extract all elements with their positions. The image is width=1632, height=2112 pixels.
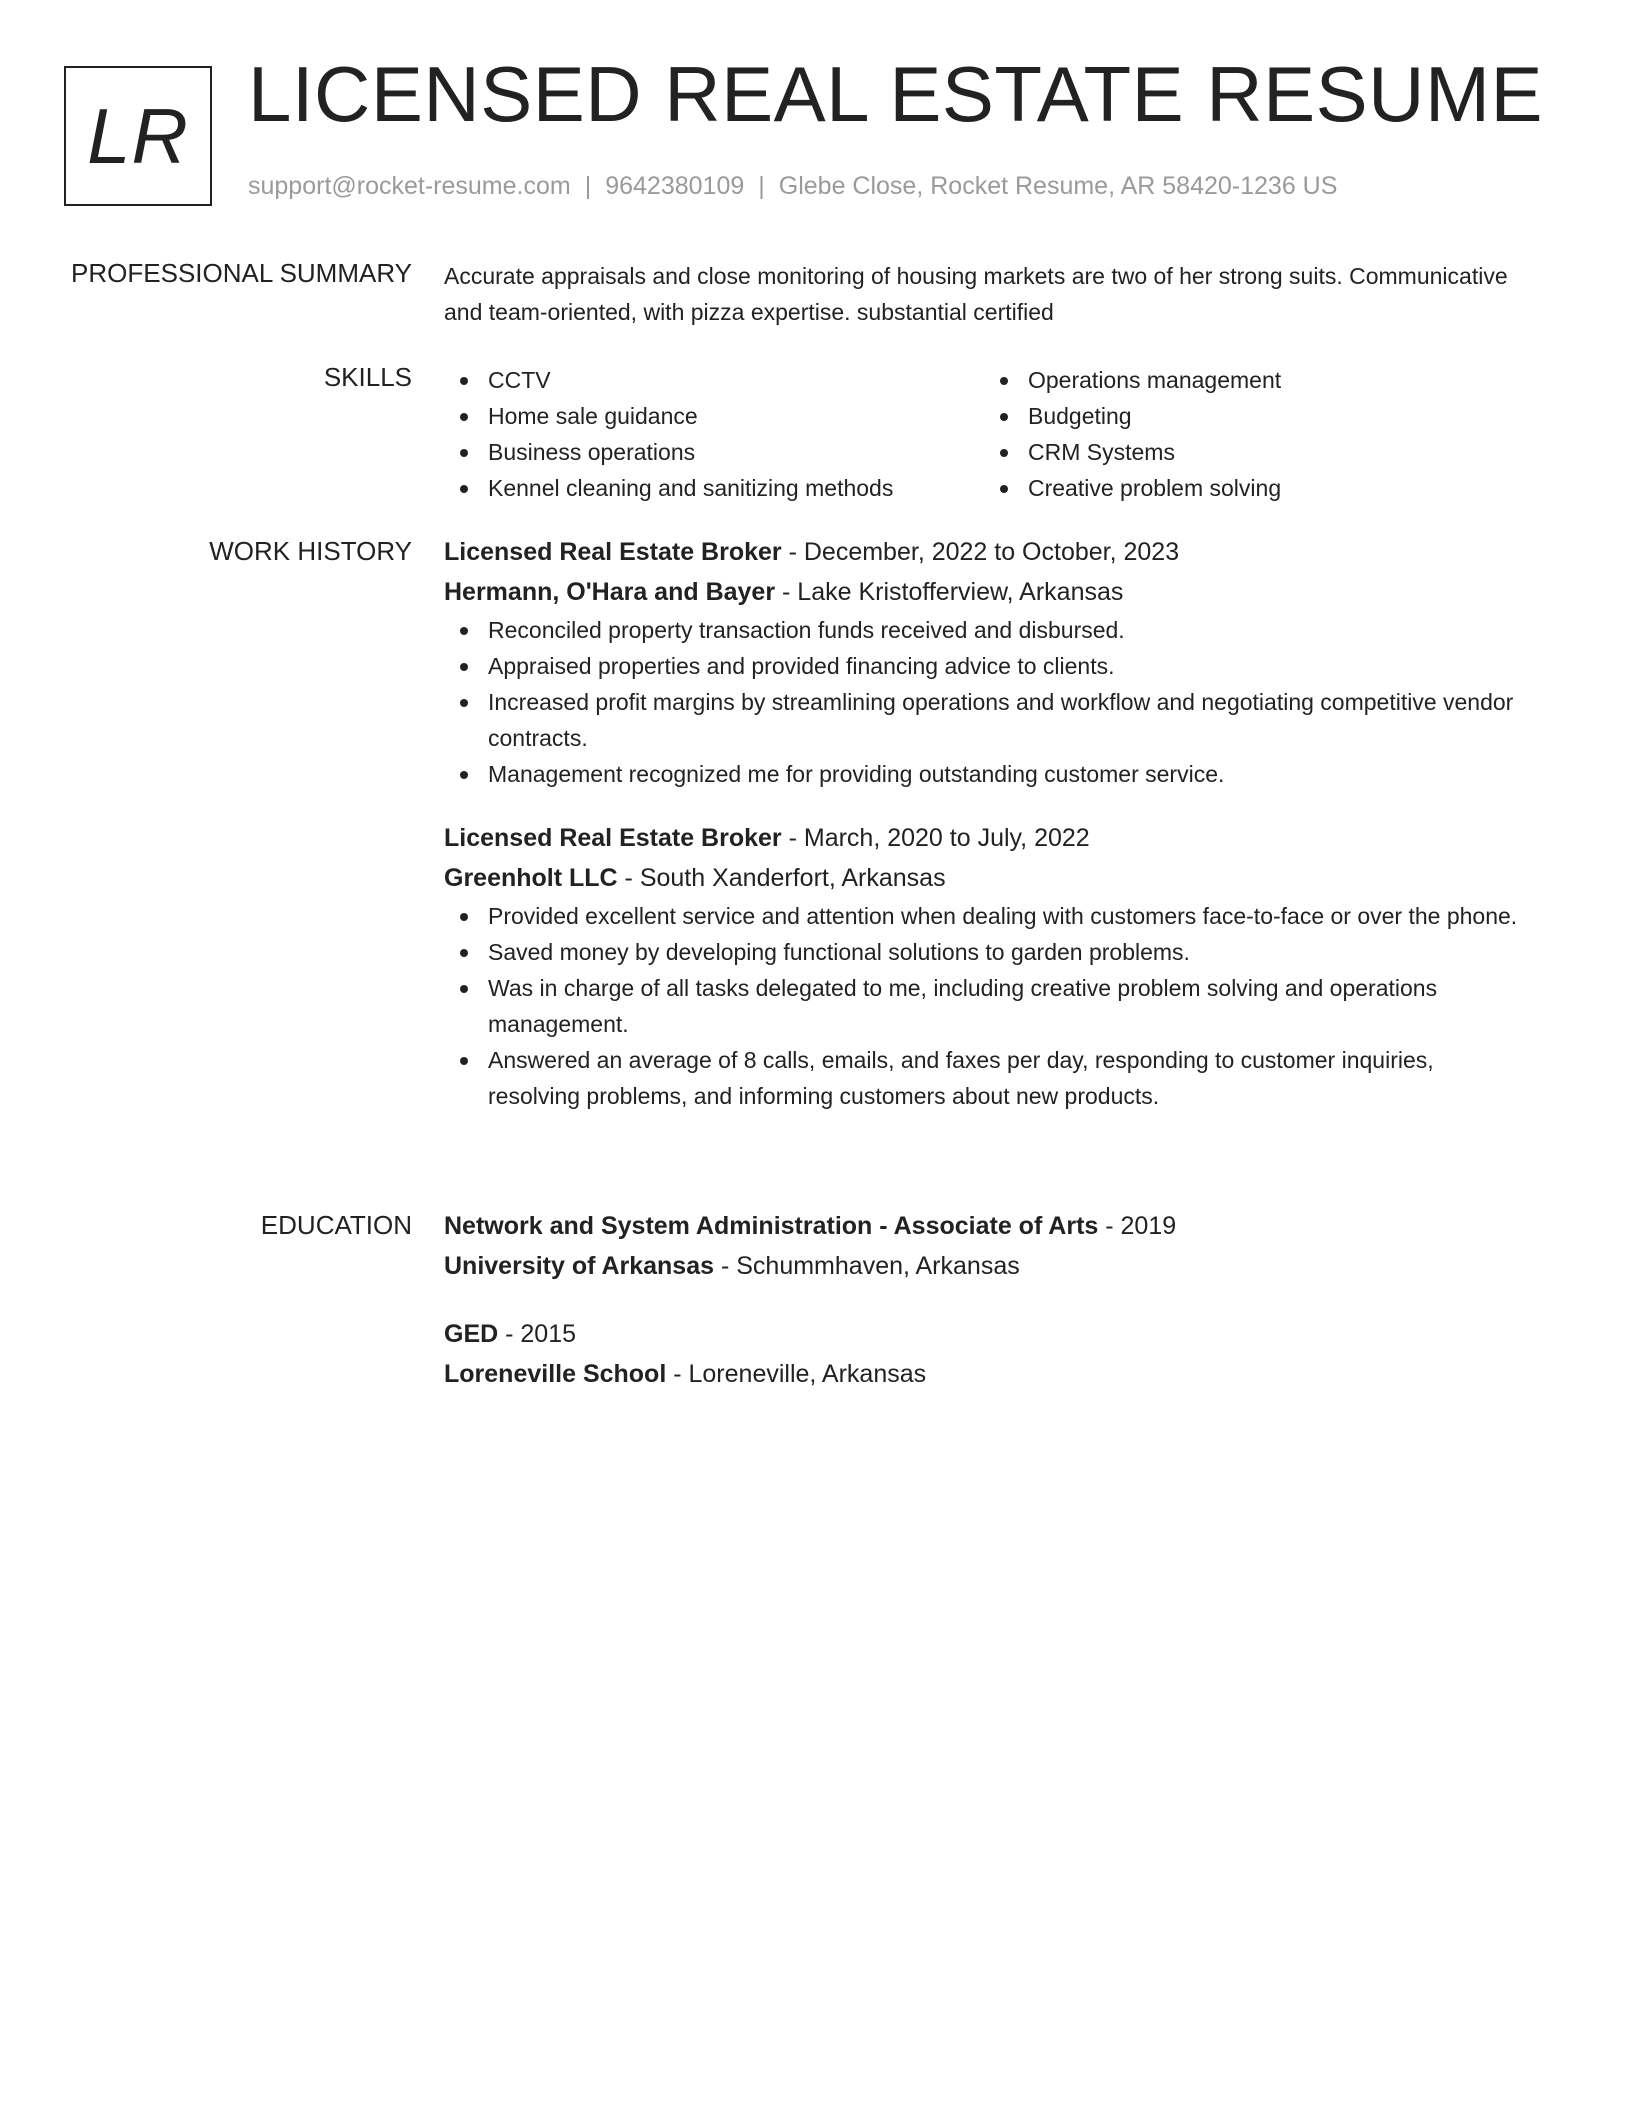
summary-text: Accurate appraisals and close monitoring of housing markets are two of her strong suits. Communicative and team-oriented, with pizza expertise. substantial certified: [444, 263, 1508, 325]
job-bullets: [444, 612, 1524, 792]
contact-separator: |: [584, 172, 592, 200]
education-entry: [444, 1314, 1524, 1394]
education-year: - 2019: [1098, 1212, 1177, 1240]
education-school-line: [444, 1246, 1524, 1286]
job-location: - Lake Kristofferview, Arkansas: [775, 578, 1124, 606]
skill-item: Operations management: [984, 362, 1524, 398]
job-bullet: Increased profit margins by streamlining operations and workflow and negotiating competitive vendor contracts.: [444, 684, 1524, 756]
summary-heading: PROFESSIONAL SUMMARY: [71, 258, 412, 288]
job-bullet: Appraised properties and provided financing advice to clients.: [444, 648, 1524, 684]
contact-line: [248, 172, 1337, 201]
job-dates: - March, 2020 to July, 2022: [781, 824, 1090, 852]
job-bullet: Provided excellent service and attention when dealing with customers face-to-face or over the phone.: [444, 898, 1524, 934]
job-bullets: [444, 898, 1524, 1114]
job-location: - South Xanderfort, Arkansas: [617, 864, 946, 892]
education-school: Loreneville School: [444, 1360, 667, 1388]
contact-email[interactable]: support@rocket-resume.com: [248, 172, 571, 200]
summary-body: [444, 258, 1524, 330]
skills-list-left: [444, 362, 984, 506]
contact-address: Glebe Close, Rocket Resume, AR 58420-1236 US: [778, 172, 1338, 200]
work-history-body: [444, 532, 1524, 1114]
skill-item: Budgeting: [984, 398, 1524, 434]
education-degree: Network and System Administration - Associate of Arts: [444, 1212, 1099, 1240]
education-school-line: [444, 1354, 1524, 1394]
education-degree: GED: [444, 1320, 499, 1348]
job-title-line: [444, 532, 1524, 572]
education-location: - Loreneville, Arkansas: [666, 1360, 927, 1388]
job-dates: - December, 2022 to October, 2023: [781, 538, 1180, 566]
job-company: Hermann, O'Hara and Bayer: [444, 578, 776, 606]
job-title-line: [444, 818, 1524, 858]
skill-item: Creative problem solving: [984, 470, 1524, 506]
contact-phone[interactable]: 9642380109: [605, 172, 745, 200]
skill-item: Business operations: [444, 434, 984, 470]
job-bullet: Management recognized me for providing outstanding customer service.: [444, 756, 1524, 792]
job-company: Greenholt LLC: [444, 864, 618, 892]
job-entry: [444, 818, 1524, 1114]
job-entry: [444, 532, 1524, 792]
education-entry: [444, 1206, 1524, 1286]
education-location: - Schummhaven, Arkansas: [714, 1252, 1020, 1280]
skill-item: CCTV: [444, 362, 984, 398]
monogram-logo: LR: [64, 66, 212, 206]
job-bullet: Answered an average of 8 calls, emails, and faxes per day, responding to customer inquiries, resolving problems, and informing customers about new products.: [444, 1042, 1524, 1114]
skill-item: Home sale guidance: [444, 398, 984, 434]
job-bullet: Reconciled property transaction funds received and disbursed.: [444, 612, 1524, 648]
job-company-line: [444, 572, 1524, 612]
skill-item: Kennel cleaning and sanitizing methods: [444, 470, 984, 506]
education-body: [444, 1206, 1524, 1394]
education-degree-line: [444, 1314, 1524, 1354]
skill-item: CRM Systems: [984, 434, 1524, 470]
job-title: Licensed Real Estate Broker: [444, 538, 782, 566]
job-company-line: [444, 858, 1524, 898]
job-bullet: Saved money by developing functional solutions to garden problems.: [444, 934, 1524, 970]
job-bullet: Was in charge of all tasks delegated to me, including creative problem solving and operations management.: [444, 970, 1524, 1042]
skills-heading: SKILLS: [323, 362, 412, 392]
contact-separator: |: [758, 172, 765, 200]
education-degree-line: [444, 1206, 1524, 1246]
education-school: University of Arkansas: [444, 1252, 715, 1280]
work-history-heading: WORK HISTORY: [209, 536, 412, 566]
job-title: Licensed Real Estate Broker: [444, 824, 782, 852]
skills-list-right: [984, 362, 1524, 506]
skills-body: [444, 362, 1524, 506]
education-year: - 2015: [498, 1320, 577, 1348]
page-title: LICENSED REAL ESTATE RESUME: [248, 50, 1544, 138]
education-heading: EDUCATION: [260, 1210, 412, 1240]
